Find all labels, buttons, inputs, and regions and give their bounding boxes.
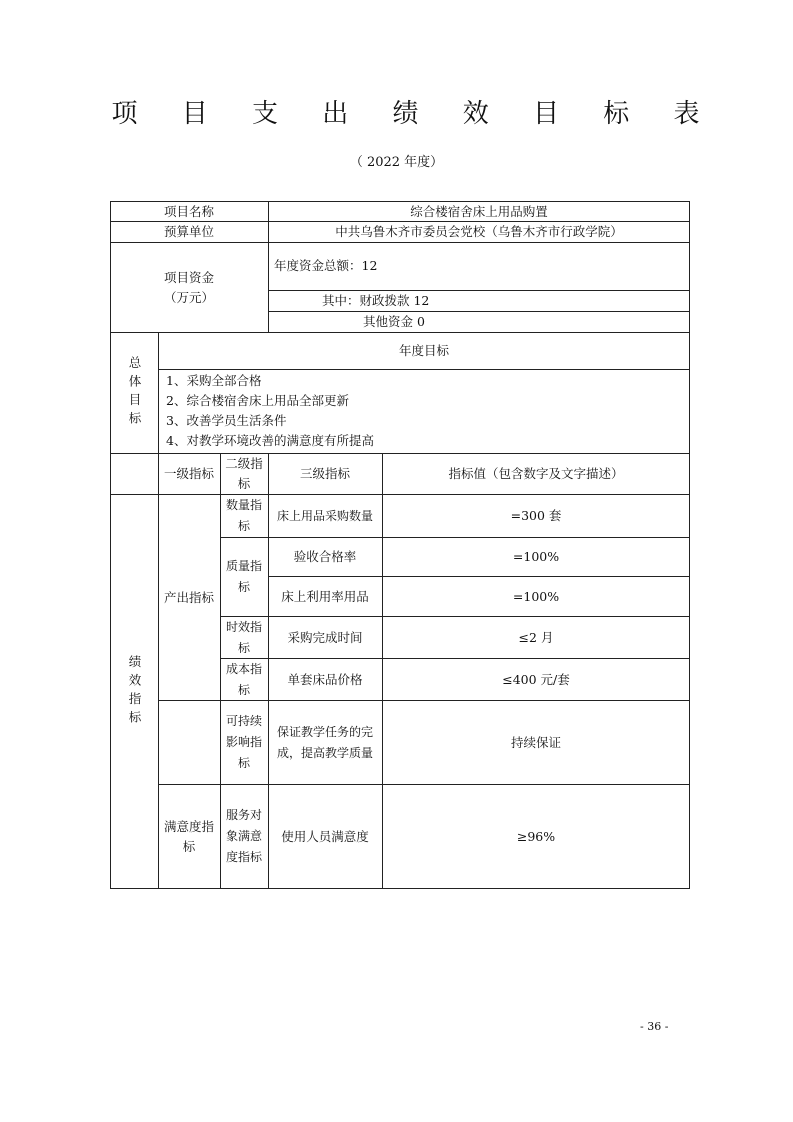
performance-text: 绩效指标 <box>127 654 142 729</box>
timeliness-l3: 采购完成时间 <box>287 629 363 645</box>
output-indicator-label: 产出指标 <box>164 589 215 605</box>
service-value: ≥96% <box>516 828 556 844</box>
quality-value-usage: =100% <box>512 588 560 604</box>
budget-unit-label: 预算单位 <box>163 224 214 239</box>
overall-goal-text: 总体目标 <box>127 356 142 430</box>
project-funds-label <box>110 243 268 332</box>
funds-fiscal: 其中：财政拨款 12 <box>322 293 430 308</box>
service-l2: 服务对象满意度指标 <box>225 808 262 864</box>
annual-goal-list <box>166 370 686 453</box>
cost-value: ≤400 元/套 <box>502 671 570 687</box>
header-level1: 一级指标 <box>164 466 215 481</box>
funds-total: 年度资金总额：12 <box>274 258 378 273</box>
quantity-l3: 床上用品采购数量 <box>276 508 373 523</box>
goal-item: 2、综合楼宿舍床上用品全部更新 <box>166 393 349 408</box>
sustain-value: 持续保证 <box>510 734 561 750</box>
page-title: 项 目 支 出 绩 效 目 标 表 <box>111 99 718 129</box>
timeliness-value: ≤2 月 <box>518 629 554 645</box>
goal-item: 4、对教学环境改善的满意度有所提高 <box>166 433 374 448</box>
header-level2: 二级指标 <box>225 456 263 491</box>
cost-l2: 成本指标 <box>225 661 262 697</box>
funds-other: 其他资金 0 <box>363 314 425 329</box>
satisfaction-indicator-label: 满意度指标 <box>164 818 215 854</box>
table-border-bottom <box>110 888 690 889</box>
quantity-value: =300 套 <box>510 508 562 523</box>
header-value: 指标值（包含数字及文字描述） <box>448 466 624 481</box>
quality-value-acceptance: =100% <box>512 549 560 564</box>
project-name-value: 综合楼宿舍床上用品购置 <box>410 203 548 219</box>
overall-goal-label <box>110 333 158 453</box>
project-name-label: 项目名称 <box>163 203 214 219</box>
quality-l3-acceptance: 验收合格率 <box>293 549 357 564</box>
page-number: - 36 - <box>640 1020 669 1033</box>
budget-unit-value: 中共乌鲁木齐市委员会党校（乌鲁木齐市行政学院） <box>335 224 623 239</box>
quality-l2: 质量指标 <box>225 559 262 594</box>
sustain-l3: 保证教学任务的完成，提高教学质量 <box>276 724 373 760</box>
service-l3: 使用人员满意度 <box>281 828 369 844</box>
performance-label <box>110 495 158 888</box>
header-level3: 三级指标 <box>299 466 350 481</box>
goal-item: 1、采购全部合格 <box>166 373 262 388</box>
quantity-l2: 数量指标 <box>225 498 262 533</box>
col-line <box>158 332 159 888</box>
col-line <box>268 453 269 888</box>
quality-l3-usage: 床上利用率用品 <box>281 588 369 604</box>
annual-goal-header: 年度目标 <box>398 343 449 358</box>
cost-l3: 单套床品价格 <box>287 671 363 687</box>
timeliness-l2: 时效指标 <box>225 619 262 655</box>
funds-label-line2: （万元） <box>163 289 214 305</box>
funds-label-line1: 项目资金 <box>163 269 214 285</box>
goal-item: 3、改善学员生活条件 <box>166 413 287 428</box>
sustain-l2: 可持续影响指标 <box>225 714 262 770</box>
year-subtitle: （ 2022 年度） <box>349 155 444 170</box>
col-line <box>220 453 221 888</box>
